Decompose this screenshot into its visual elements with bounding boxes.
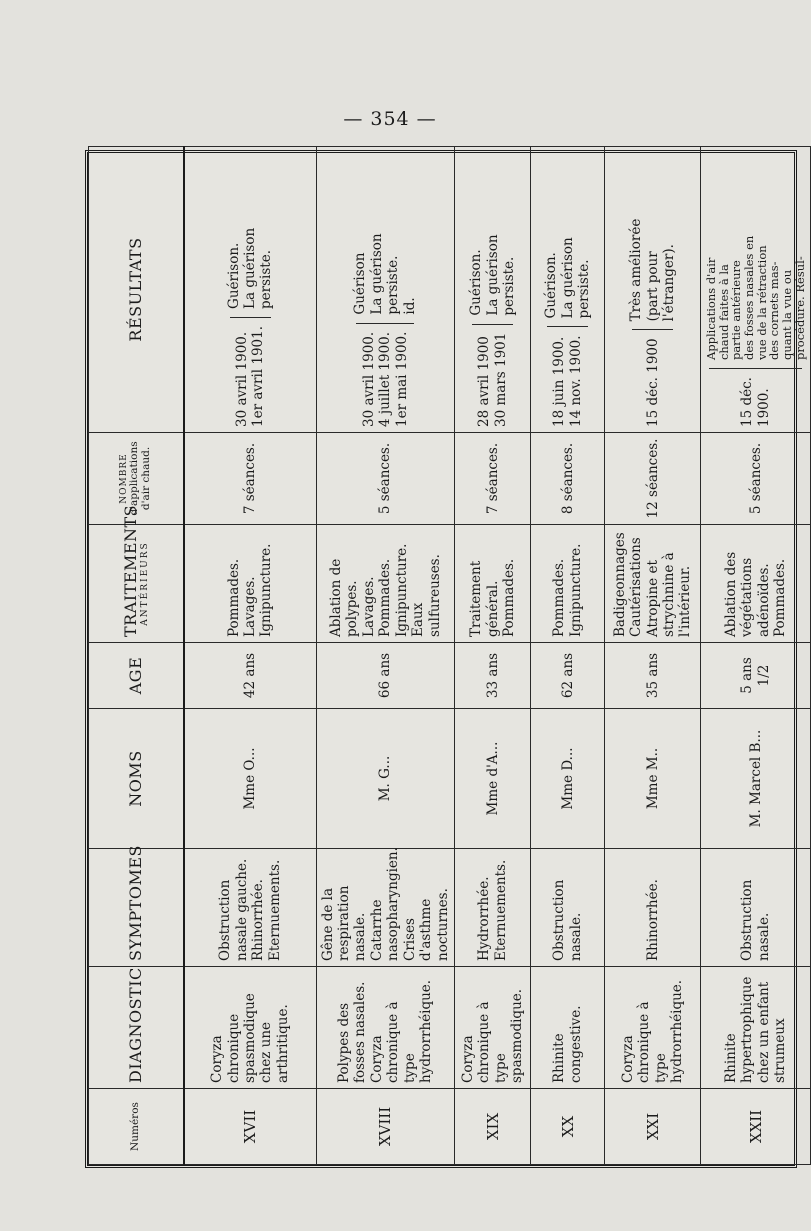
row-diagnostic: Coryza chronique à type spasmodique. [455, 967, 531, 1089]
row-age: 35 ans [605, 643, 701, 709]
row-diagnostic: Polypes des fosses nasales. Coryza chronique à type hydrorrhéique. [316, 967, 455, 1089]
row-nombre: 5 séances. [701, 433, 811, 525]
resultats-text [543, 152, 592, 318]
resultat-line: Applications d'air [704, 257, 719, 361]
resultat-date: 1er avril 1901. [250, 325, 267, 427]
row-resultats [605, 147, 701, 433]
header-noms [89, 709, 185, 849]
row-diagnostic: Coryza chronique à type hydrorrhéique. [605, 967, 701, 1089]
traitement-line: strychnine à [660, 552, 677, 637]
resultat-line: Guérison [352, 252, 369, 315]
resultats-divider [632, 329, 673, 330]
resultats-text [226, 152, 275, 309]
traitement-line: Pommades. [225, 558, 242, 637]
row-resultats [455, 147, 531, 433]
table-row [605, 147, 701, 1165]
resultat-date: 4 juillet 1900. [377, 331, 394, 427]
header-age [89, 643, 185, 709]
resultat-date: 15 déc. 1900 [644, 338, 661, 427]
row-traitements [531, 525, 605, 643]
row-traitements [455, 525, 531, 643]
header-resultats [89, 147, 185, 433]
results-table [88, 146, 811, 1165]
header-numeros: Numéros [89, 1089, 185, 1165]
row-diagnostic: Rhinite hypertrophique chez un enfant strumeux [701, 967, 811, 1089]
resultats-dates [361, 332, 410, 427]
resultats-dates [645, 338, 661, 427]
resultat-line: La guérison [559, 237, 576, 319]
row-symptomes: Gêne de la respiration nasale. Catarrhe nasopharyngien. Crises d'asthme nocturnes. [316, 849, 455, 967]
resultat-line: Très améliorée [628, 218, 645, 322]
resultat-line: id. [401, 297, 418, 315]
traitement-line: l'intérieur. [677, 565, 694, 637]
traitement-line: Pommades. [551, 558, 568, 637]
row-resultats [701, 147, 811, 433]
header-nombre-sub1: d'applications [128, 441, 141, 516]
clinical-table [85, 150, 807, 1168]
traitement-line: Traitement général. [468, 560, 501, 637]
row-age: 5 ans 1/2 [701, 643, 811, 709]
row-age: 42 ans [184, 643, 316, 709]
traitement-line: Lavages. [242, 576, 259, 637]
row-numero: XVIII [316, 1089, 455, 1165]
traitement-line: Cautérisations [628, 537, 645, 637]
resultat-line: vue de la rétraction [754, 245, 769, 361]
row-symptomes: Obstruction nasale gauche. Rhinorrhée. Eternuements. [184, 849, 316, 967]
resultat-line: Guérison. [468, 249, 485, 316]
header-row [89, 147, 185, 1165]
row-nombre: 7 séances. [184, 433, 316, 525]
traitement-line: adénoïdes. [755, 563, 772, 637]
resultats-dates [551, 335, 584, 427]
row-diagnostic: Coryza chronique spasmodique chez une arthritique. [184, 967, 316, 1089]
row-nom: M. Marcel B... [701, 709, 811, 849]
row-nom: Mme O... [184, 709, 316, 849]
row-traitements [316, 525, 455, 643]
resultat-date: 30 avril 1900. [360, 331, 377, 427]
header-nombre-sub2: d'air chaud. [139, 446, 152, 511]
traitement-line: Lavages. [360, 576, 377, 637]
header-age-label: AGE [126, 656, 146, 695]
resultat-date: 1er mai 1900. [393, 331, 410, 427]
header-traitements-sub: ANTÉRIEURS [140, 541, 151, 626]
resultats-divider [230, 317, 271, 318]
header-diagnostic-label: DIAGNOSTIC [126, 967, 146, 1083]
resultats-text [468, 152, 517, 316]
row-age: 66 ans [316, 643, 455, 709]
resultat-line: des fosses nasales en [742, 235, 757, 361]
resultat-line: quant la vue ou [780, 269, 795, 361]
table-row [316, 147, 455, 1165]
header-traitements-label: TRAITEMENTS [120, 504, 140, 637]
row-traitements [701, 525, 811, 643]
resultats-text [628, 152, 677, 321]
traitement-line: Atropine et [644, 560, 661, 637]
table-row [184, 147, 316, 1165]
traitement-line: Ignipuncture. [393, 543, 410, 637]
resultats-dates [476, 333, 509, 427]
row-numero: XX [531, 1089, 605, 1165]
page-number: — 354 — [343, 108, 437, 130]
resultat-line: persiste. [500, 256, 517, 316]
table-row [455, 147, 531, 1165]
row-numero: XIX [455, 1089, 531, 1165]
row-resultats [531, 147, 605, 433]
resultat-date: 30 avril 1900. [233, 331, 250, 427]
row-nombre: 5 séances. [316, 433, 455, 525]
resultat-date: 28 avril 1900 [476, 336, 493, 427]
row-nom: M. G... [316, 709, 455, 849]
resultats-divider [547, 326, 588, 327]
traitement-line: Pommades. [377, 558, 394, 637]
row-nom: Mme d'A... [455, 709, 531, 849]
row-nom: Mme D... [531, 709, 605, 849]
header-traitements [89, 504, 185, 643]
row-diagnostic: Rhinite congestive. [531, 967, 605, 1089]
resultat-line: persiste. [575, 259, 592, 319]
row-resultats [316, 147, 455, 433]
row-nombre: 12 séances. [605, 433, 701, 525]
resultat-line: persiste. [385, 255, 402, 315]
resultat-line: l'étranger). [660, 244, 677, 322]
row-symptomes: Rhinorrhée. [605, 849, 701, 967]
resultat-line: La guérison [242, 227, 259, 309]
resultat-line: (part pour [644, 251, 661, 322]
header-nombre-label: NOMBRE [118, 453, 129, 504]
header-resultats-label: RÉSULTATS [126, 237, 146, 342]
traitement-line: Pommades. [772, 558, 789, 637]
resultats-divider [472, 324, 513, 325]
row-traitements [605, 525, 701, 643]
row-age: 33 ans [455, 643, 531, 709]
traitement-line: Ablation des [722, 551, 739, 637]
resultat-line: La guérison [368, 233, 385, 315]
resultat-date: 15 déc. [739, 377, 756, 427]
resultat-date: 14 nov. 1900. [567, 335, 584, 427]
table-row [701, 147, 811, 1165]
resultats-divider [709, 368, 802, 369]
resultat-line: partie antérieure [729, 260, 744, 361]
row-nom: Mme M.. [605, 709, 701, 849]
row-symptomes: Obstruction nasale. [701, 849, 811, 967]
resultat-date: 18 juin 1900. [551, 336, 568, 427]
row-resultats [184, 147, 316, 433]
table-row [531, 147, 605, 1165]
traitement-line: végétations [739, 557, 756, 637]
row-symptomes: Obstruction nasale. [531, 849, 605, 967]
resultat-line: des cornets mas- [767, 261, 782, 361]
traitement-line: Pommades. [500, 558, 517, 637]
row-nombre: 7 séances. [455, 433, 531, 525]
resultats-text [705, 152, 806, 360]
row-numero: XXII [701, 1089, 811, 1165]
row-traitements [184, 525, 316, 643]
header-noms-label: NOMS [126, 750, 146, 807]
resultat-line: Guérison. [225, 242, 242, 309]
resultats-divider [356, 323, 414, 324]
resultats-text [352, 152, 418, 315]
header-symptomes [89, 845, 185, 967]
row-symptomes: Hydrorrhée. Eternuements. [455, 849, 531, 967]
resultat-line: procédure. Résul- [792, 256, 807, 361]
row-numero: XVII [184, 1089, 316, 1165]
resultat-date: 30 mars 1901 [492, 332, 509, 427]
row-nombre: 8 séances. [531, 433, 605, 525]
row-age: 62 ans [531, 643, 605, 709]
resultats-dates [739, 377, 772, 427]
header-symptomes-label: SYMPTOMES [126, 845, 146, 961]
row-numero: XXI [605, 1089, 701, 1165]
traitement-line: Ignipuncture. [567, 543, 584, 637]
traitement-line: Badigeonnages [611, 532, 628, 637]
resultat-date: 1900. [755, 388, 772, 427]
resultat-line: Guérison. [543, 252, 560, 319]
header-diagnostic [89, 967, 185, 1089]
traitement-line: Ablation de polypes. [327, 558, 361, 637]
traitement-line: Eaux sulfureuses. [410, 554, 443, 637]
resultat-line: La guérison [484, 234, 501, 316]
resultat-line: persiste. [258, 250, 275, 309]
resultats-dates [234, 326, 267, 427]
resultat-line: chaud faites à la [716, 264, 731, 361]
traitement-line: Ignipuncture. [258, 543, 275, 637]
header-nombre [89, 433, 185, 525]
